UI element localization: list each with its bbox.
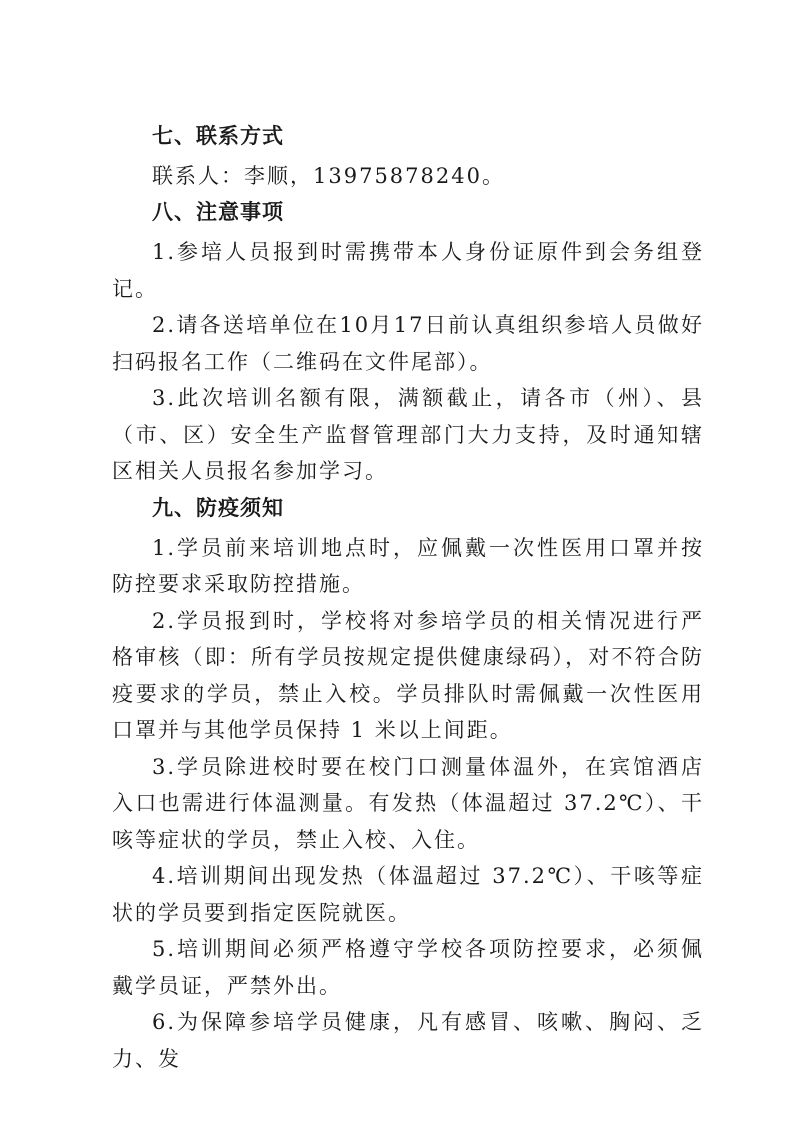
notes-item-3: 3.此次培训名额有限，满额截止，请各市（州）、县（市、区）安全生产监督管理部门大力支持，及时通知辖区相关人员报名参加学习。 [112, 386, 704, 483]
contact-line: 联系人：李顺，13975878240。 [152, 164, 505, 188]
section-notes [112, 198, 704, 490]
section-heading-notes: 八、注意事项 [152, 199, 284, 224]
epidemic-item-1: 1.学员前来培训地点时，应佩戴一次性医用口罩并按防控要求采取防控措施。 [112, 535, 704, 596]
epidemic-item-3: 3.学员除进校时要在校门口测量体温外，在宾馆酒店入口也需进行体温测量。有发热（体温超过 37.2℃）、干咳等症状的学员，禁止入校、入住。 [112, 754, 704, 852]
section-contact [112, 122, 704, 194]
section-heading-contact: 七、联系方式 [152, 123, 284, 148]
epidemic-item-2: 2.学员报到时，学校将对参培学员的相关情况进行严格审核（即：所有学员按规定提供健康绿码），对不符合防疫要求的学员，禁止入校。学员排队时需佩戴一次性医用口罩并与其他学员保持 1 米以上间距。 [112, 608, 704, 742]
epidemic-item-4: 4.培训期间出现发热（体温超过 37.2℃）、干咳等症状的学员要到指定医院就医。 [112, 864, 704, 925]
section-epidemic [112, 494, 704, 1078]
epidemic-item-6: 6.为保障参培学员健康，凡有感冒、咳嗽、胸闷、乏力、发 [112, 1010, 704, 1071]
epidemic-item-5: 5.培训期间必须严格遵守学校各项防控要求，必须佩戴学员证，严禁外出。 [112, 937, 704, 998]
section-heading-epidemic: 九、防疫须知 [152, 494, 284, 520]
notes-item-2: 2.请各送培单位在10月17日前认真组织参培人员做好扫码报名工作（二维码在文件尾部）。 [112, 313, 704, 374]
notes-item-1: 1.参培人员报到时需携带本人身份证原件到会务组登记。 [112, 240, 704, 301]
